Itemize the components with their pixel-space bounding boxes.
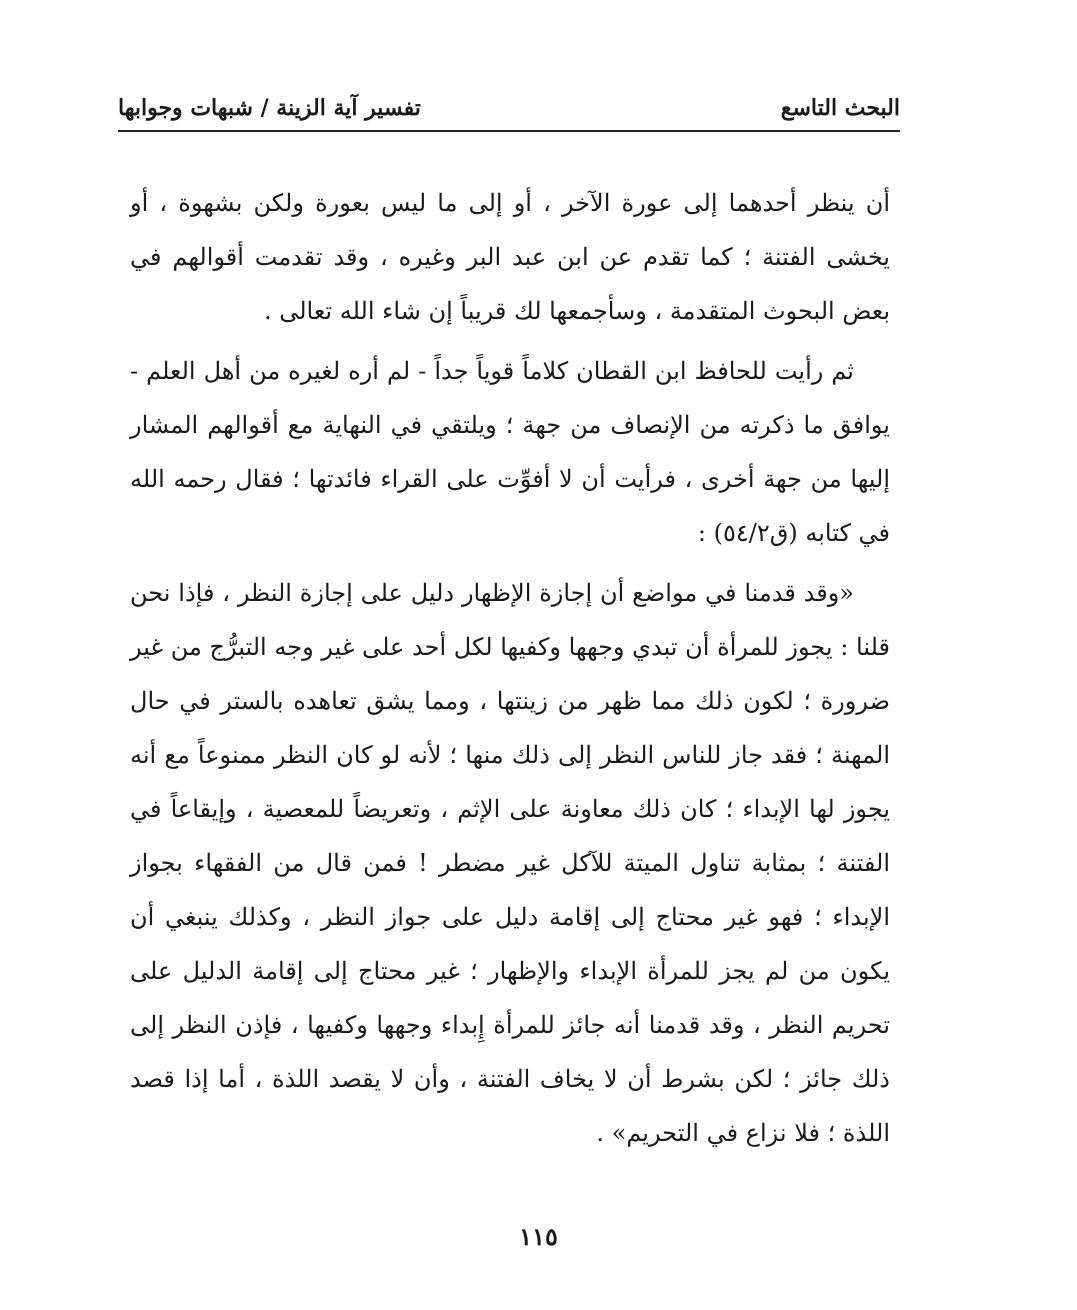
body-text	[130, 176, 890, 1160]
running-header	[118, 90, 900, 126]
page-number: ١١٥	[519, 1222, 558, 1251]
section-title: تفسير آية الزينة / شبهات وجوابها	[118, 95, 421, 121]
header-rule	[118, 130, 900, 132]
paragraph-3-quotation: «وقد قدمنا في مواضع أن إجازة الإظهار دليل على إجازة النظر ، فإذا نحن قلنا : يجوز للمرأة أن تبدي وجهها وكفيها لكل أحد على غير وجه التبرُّج من غير ضرورة ؛ لكون ذلك مما ظهر من زينتها ، ومما يشق تعاهده بالستر في حال المهنة ؛ فقد جاز للناس النظر إلى ذلك منها ؛ لأنه لو كان النظر ممنوعاً مع أنه يجوز لها الإبداء ؛ كان ذلك معاونة على الإثم ، وتعريضاً للمعصية ، وإيقاعاً في الفتنة ؛ بمثابة تناول الميتة للآكل غير مضطر ! فمن قال من الفقهاء بجواز الإبداء ؛ فهو غير محتاج إلى إقامة دليل على جواز النظر ، وكذلك ينبغي أن يكون من لم يجز للمرأة الإبداء والإظهار ؛ غير محتاج إلى إقامة الدليل على تحريم النظر ، وقد قدمنا أنه جائز للمرأة إِبداء وجهها وكفيها ، فإذن النظر إلى ذلك جائز ؛ لكن بشرط أن لا يخاف الفتنة ، وأن لا يقصد اللذة ، أما إذا قصد اللذة ؛ فلا نزاع في التحريم» .	[130, 579, 891, 1147]
paragraph-1: أن ينظر أحدهما إلى عورة الآخر ، أو إلى ما ليس بعورة ولكن بشهوة ، أو يخشى الفتنة ؛ كما تقدم عن ابن عبد البر وغيره ، وقد تقدمت أقوالهم في بعض البحوث المتقدمة ، وسأجمعها لك قريباً إن شاء الله تعالى .	[130, 189, 890, 325]
chapter-title: البحث التاسع	[780, 95, 900, 121]
paragraph-2: ثم رأيت للحافظ ابن القطان كلاماً قوياً جداً - لم أره لغيره من أهل العلم - يوافق ما ذكرته من الإنصاف من جهة ؛ ويلتقي في النهاية مع أقوالهم المشار إليها من جهة أخرى ، فرأيت أن لا أفوِّت على القراء فائدتها ؛ فقال رحمه الله في كتابه (ق٥٤/٢) :	[130, 357, 890, 547]
